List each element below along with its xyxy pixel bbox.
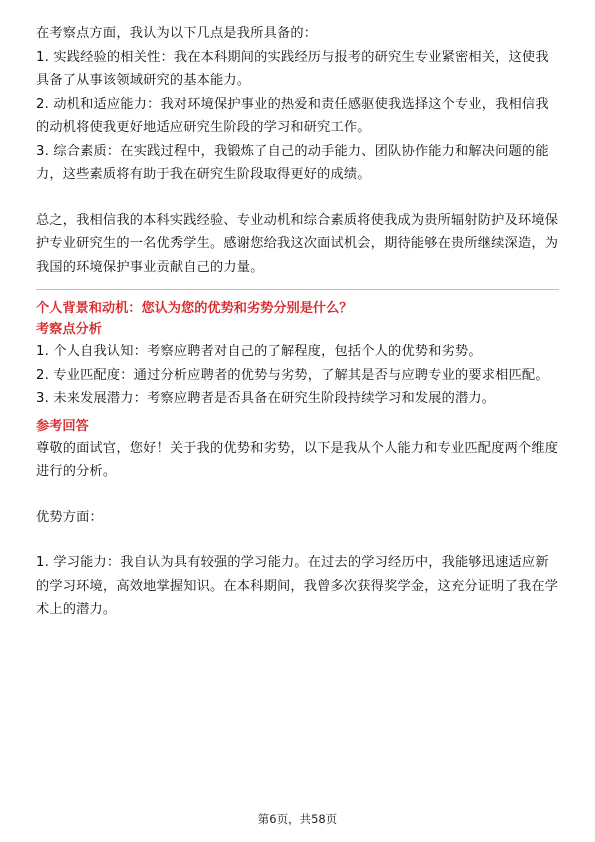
analysis-item-3: 3. 未来发展潜力：考察应聘者是否具备在研究生阶段持续学习和发展的潜力。 <box>36 391 496 406</box>
intro-lead: 在考察点方面，我认为以下几点是我所具备的： <box>36 26 318 41</box>
spacer <box>36 484 559 506</box>
answer-intro: 尊敬的面试官，您好！关于我的优势和劣势，以下是我从个人能力和专业匹配度两个维度进行的分析。 <box>36 440 559 479</box>
section-divider <box>36 289 559 290</box>
analysis-heading: 考察点分析 <box>36 322 102 337</box>
intro-item-1: 1. 实践经验的相关性：我在本科期间的实践经历与报考的研究生专业紧密相关，这使我具备了从事该领域研究的基本能力。 <box>36 49 549 88</box>
strengths-label: 优势方面： <box>36 509 103 525</box>
answer-heading: 参考回答 <box>36 418 89 434</box>
spacer <box>36 529 559 551</box>
intro-conclusion: 总之，我相信我的本科实践经验、专业动机和综合素质将使我成为贵所辐射防护及环境保护专业研究生的一名优秀学生。感谢您给我这次面试机会，期待能够在贵所继续深造，为我国的环境保护事业贡献自己的力量。 <box>36 212 559 275</box>
spacer <box>36 187 559 209</box>
intro-item-2: 2. 动机和适应能力：我对环境保护事业的热爱和责任感驱使我选择这个专业，我相信我的动机将使我更好地适应研究生阶段的学习和研究工作。 <box>36 96 549 135</box>
analysis-item-2: 2. 专业匹配度：通过分析应聘者的优势与劣势，了解其是否与应聘专业的要求相匹配。 <box>36 367 549 383</box>
analysis-item-1: 1. 个人自我认知：考察应聘者对自己的了解程度，包括个人的优势和劣势。 <box>36 344 482 359</box>
question-title: 个人背景和动机：您认为您的优势和劣势分别是什么？ <box>36 301 353 316</box>
strength-item-1: 1. 学习能力：我自认为具有较强的学习能力。在过去的学习经历中，我能够迅速适应新的学习环境，高效地掌握知识。在本科期间，我曾多次获得奖学金，这充分证明了我在学术上的潜力。 <box>36 555 559 617</box>
page-footer: 第6页，共58页 <box>257 812 338 826</box>
intro-item-3: 3. 综合素质：在实践过程中，我锻炼了自己的动手能力、团队协作能力和解决问题的能力，这些素质将有助于我在研究生阶段取得更好的成绩。 <box>36 143 549 182</box>
page-content <box>36 22 559 622</box>
